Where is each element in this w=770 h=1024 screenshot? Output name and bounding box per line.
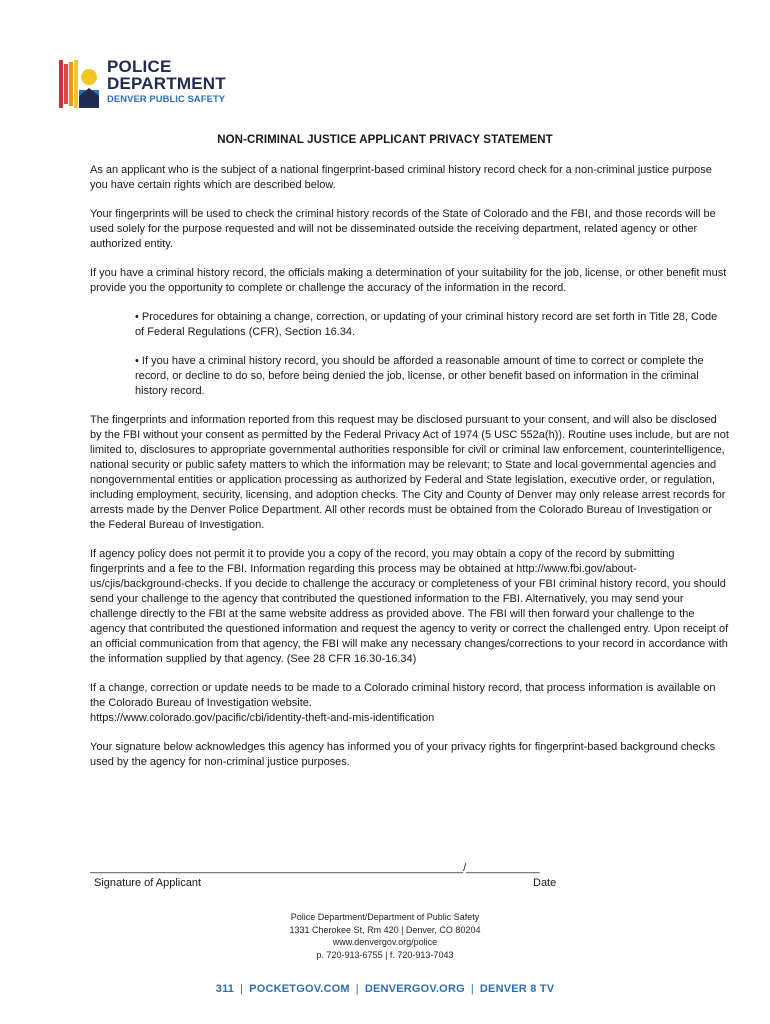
denver-sun-logo-icon — [59, 60, 99, 108]
logo-wordmark — [107, 58, 226, 105]
bullet-procedures: • Procedures for obtaining a change, correction, or updating of your criminal history record are set forth in Title 28, Code of Federal Regulations (CFR), Section 16.34. — [135, 311, 718, 338]
document-title: NON-CRIMINAL JUSTICE APPLICANT PRIVACY STATEMENT — [217, 134, 553, 146]
paragraph-colorado-update: If a change, correction or update needs to be made to a Colorado criminal history record, that process information is available on the Colorado Bureau of Investigation website. https://www.colorado.gov/pacific/cbi/identity-theft-and-mis-identification — [90, 682, 716, 724]
link-denvergov[interactable]: DENVERGOV.ORG — [364, 983, 465, 995]
link-denver-8-tv[interactable]: DENVER 8 TV — [479, 983, 555, 995]
bullet-reasonable-time: • If you have a criminal history record, you should be afforded a reasonable amount of time to correct or complete the record, or decline to do so, before being denied the job, license, or other benefit based on information in the criminal history record. — [135, 355, 704, 397]
bottom-links-bar — [0, 983, 770, 995]
logo-line-department: DEPARTMENT — [107, 74, 226, 93]
document-body — [90, 163, 730, 784]
signature-date-line[interactable]: _____________________________________________________________/____________ — [90, 862, 540, 874]
signature-of-applicant-label: Signature of Applicant — [94, 877, 202, 889]
paragraph-fingerprint-use: Your fingerprints will be used to check the criminal history records of the State of Colorado and the FBI, and those records will be used solely for the purpose requested and will not be disseminated outside the receiving department, related agency or other authorized entity. — [90, 208, 716, 250]
paragraph-criminal-record-challenge: If you have a criminal history record, the officials making a determination of your suitability for the job, license, or other benefit must provide you the opportunity to complete or challenge the accuracy of the information in the record. — [90, 267, 727, 294]
paragraph-obtain-copy: If agency policy does not permit it to provide you a copy of the record, you may obtain a copy of the record by submitting fingerprints and a fee to the FBI. Information regarding this process may be obtained at http://www.fbi.gov/about-us/cjis/background-checks. If you decide to challenge the accuracy or completeness of your FBI criminal history record, you should send your challenge to the agency that contributed the questioned information to the FBI. Alternatively, you may send your challenge directly to the FBI at the same website address as provided above. The FBI will then forward your challenge to the agency that contributed the questioned information and request the agency to verity or correct the challenged entry. Upon receipt of an official communication from that agency, the FBI will make any necessary changes/corrections to your record in accordance with the information supplied by that agency. (See 28 CFR 16.30-16.34) — [90, 548, 729, 665]
logo-line-denver-public-safety: DENVER PUBLIC SAFETY — [107, 93, 226, 104]
footer-street-address: 1331 Cherokee St, Rm 420 | Denver, CO 80204 — [289, 924, 481, 935]
link-pocketgov[interactable]: POCKETGOV.COM — [249, 983, 350, 995]
paragraph-disclosure: The fingerprints and information reported from this request may be disclosed pursuant to your consent, and will also be disclosed by the FBI without your consent as permitted by the Federal Privacy Act of 1974 (5 USC 552a(h)). Routine uses include, but are not limited to, disclosures to appropriate governmental authorities responsible for civil or criminal law enforcement, counterintelligence, national security or public safety matters to which the information may be relevant; to State and local governmental agencies and nongovernmental entities or application processing as authorized by Federal and State legislation, executive order, or regulation, including employment, security, licensing, and adoption checks. The City and County of Denver may only release arrest records for arrests made by the Denver Police Department. All other records must be obtained from the Colorado Bureau of Investigation or the Federal Bureau of Investigation. — [90, 414, 729, 531]
footer-address — [0, 911, 770, 961]
footer-department: Police Department/Department of Public Safety — [290, 912, 480, 922]
paragraph-signature-acknowledgement: Your signature below acknowledges this agency has informed you of your privacy rights for fingerprint-based background checks used by the agency for non-criminal justice purposes. — [90, 741, 716, 768]
paragraph-applicant-rights: As an applicant who is the subject of a national fingerprint-based criminal history record check for a non-criminal justice purpose you have certain rights which are described below. — [90, 164, 712, 191]
footer-phone-fax: p. 720-913-6755 | f. 720-913-7043 — [316, 949, 454, 960]
separator: | — [470, 983, 474, 995]
footer-website: www.denvergov.org/police — [332, 937, 438, 947]
link-311[interactable]: 311 — [215, 983, 235, 995]
separator: | — [240, 983, 244, 995]
police-department-logo — [59, 58, 259, 112]
logo-line-police: POLICE — [107, 57, 172, 76]
date-label: Date — [533, 877, 557, 889]
separator: | — [355, 983, 359, 995]
